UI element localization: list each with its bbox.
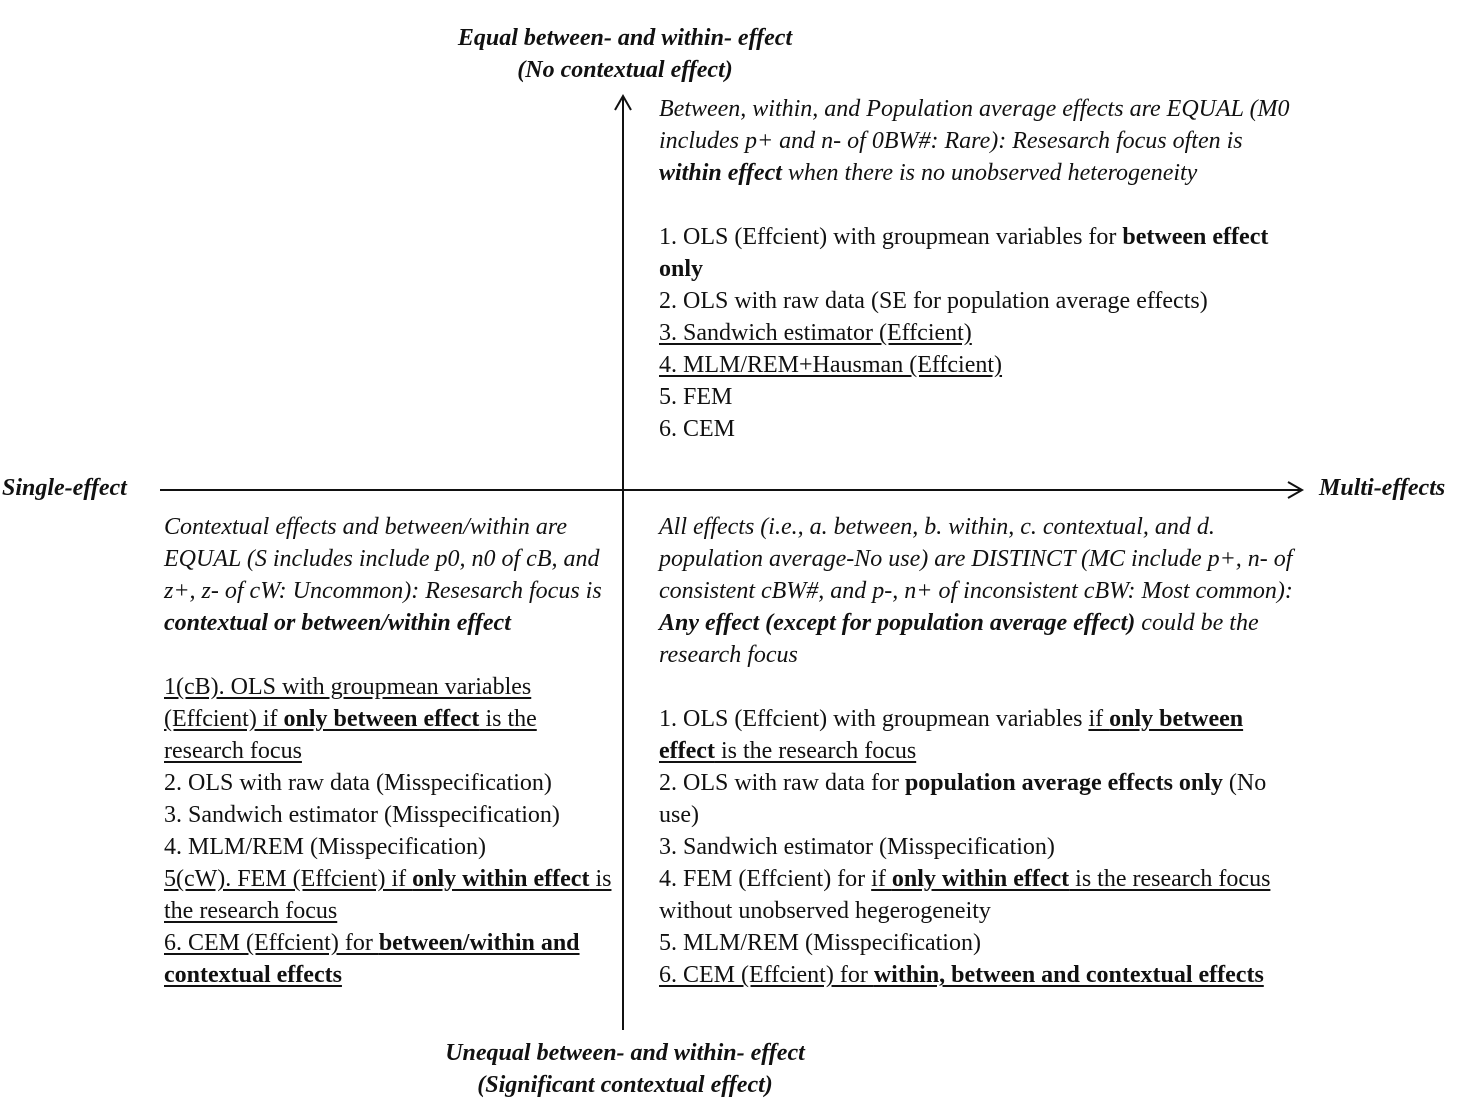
method-item: 6. CEM (Effcient) for within, between and contextual effects bbox=[659, 962, 1264, 988]
method-list bbox=[659, 221, 1299, 445]
method-list bbox=[659, 703, 1299, 991]
top-axis-label-line1: Equal between- and within- effect bbox=[457, 25, 793, 51]
method-item: 3. Sandwich estimator (Misspecification) bbox=[164, 802, 560, 828]
method-item: 3. Sandwich estimator (Misspecification) bbox=[659, 834, 1055, 860]
method-item: 1(cB). OLS with groupmean variables (Effcient) if only between effect is the research focus bbox=[164, 674, 537, 764]
quadrant-description: All effects (i.e., a. between, b. within, c. contextual, and d. population average-No use) are DISTINCT (MC include p+, n- of consistent cBW#, and p-, n+ of inconsistent cBW: Most common): Any effect (except for population average effect) could be the research focus bbox=[659, 514, 1293, 668]
quadrant-description: Contextual effects and between/within are EQUAL (S includes include p0, n0 of cB, and z+, z- of cW: Uncommon): Resesarch focus is contextual or between/within effect bbox=[164, 514, 602, 636]
method-item: 4. FEM (Effcient) for if only within effect is the research focus without unobserved hegerogeneity bbox=[659, 866, 1271, 924]
bottom-axis-label-line1: Unequal between- and within- effect bbox=[445, 1040, 805, 1066]
bottom-axis-label-line2: (Significant contextual effect) bbox=[477, 1072, 773, 1098]
method-item: 5. MLM/REM (Misspecification) bbox=[659, 930, 981, 956]
method-item: 5. FEM bbox=[659, 384, 733, 410]
quadrant-description: Between, within, and Population average effects are EQUAL (M0 includes p+ and n- of 0BW#: Rare): Resesarch focus often is within effect when there is no unobserved heterogeneity bbox=[659, 96, 1290, 186]
quadrant-top-right bbox=[659, 93, 1299, 445]
top-axis-label bbox=[430, 22, 820, 86]
method-item: 5(cW). FEM (Effcient) if only within effect is the research focus bbox=[164, 866, 612, 924]
method-item: 4. MLM/REM (Misspecification) bbox=[164, 834, 486, 860]
method-item: 4. MLM/REM+Hausman (Effcient) bbox=[659, 352, 1003, 378]
method-item: 2. OLS with raw data for population average effects only (No use) bbox=[659, 770, 1267, 828]
right-axis-label: Multi-effects bbox=[1319, 475, 1446, 501]
bottom-axis-label bbox=[400, 1037, 850, 1101]
method-item: 1. OLS (Effcient) with groupmean variables if only between effect is the research focus bbox=[659, 706, 1244, 764]
method-item: 3. Sandwich estimator (Effcient) bbox=[659, 320, 972, 346]
top-axis-label-line2: (No contextual effect) bbox=[517, 57, 733, 83]
method-item: 2. OLS with raw data (Misspecification) bbox=[164, 770, 552, 796]
method-item: 6. CEM bbox=[659, 416, 736, 442]
method-list bbox=[164, 671, 619, 991]
method-item: 6. CEM (Effcient) for between/within and contextual effects bbox=[164, 930, 580, 988]
left-axis-label: Single-effect bbox=[2, 475, 127, 501]
method-item: 2. OLS with raw data (SE for population average effects) bbox=[659, 288, 1208, 314]
quadrant-bottom-left bbox=[164, 511, 619, 991]
method-item: 1. OLS (Effcient) with groupmean variables for between effect only bbox=[659, 224, 1269, 282]
quadrant-bottom-right bbox=[659, 511, 1299, 991]
